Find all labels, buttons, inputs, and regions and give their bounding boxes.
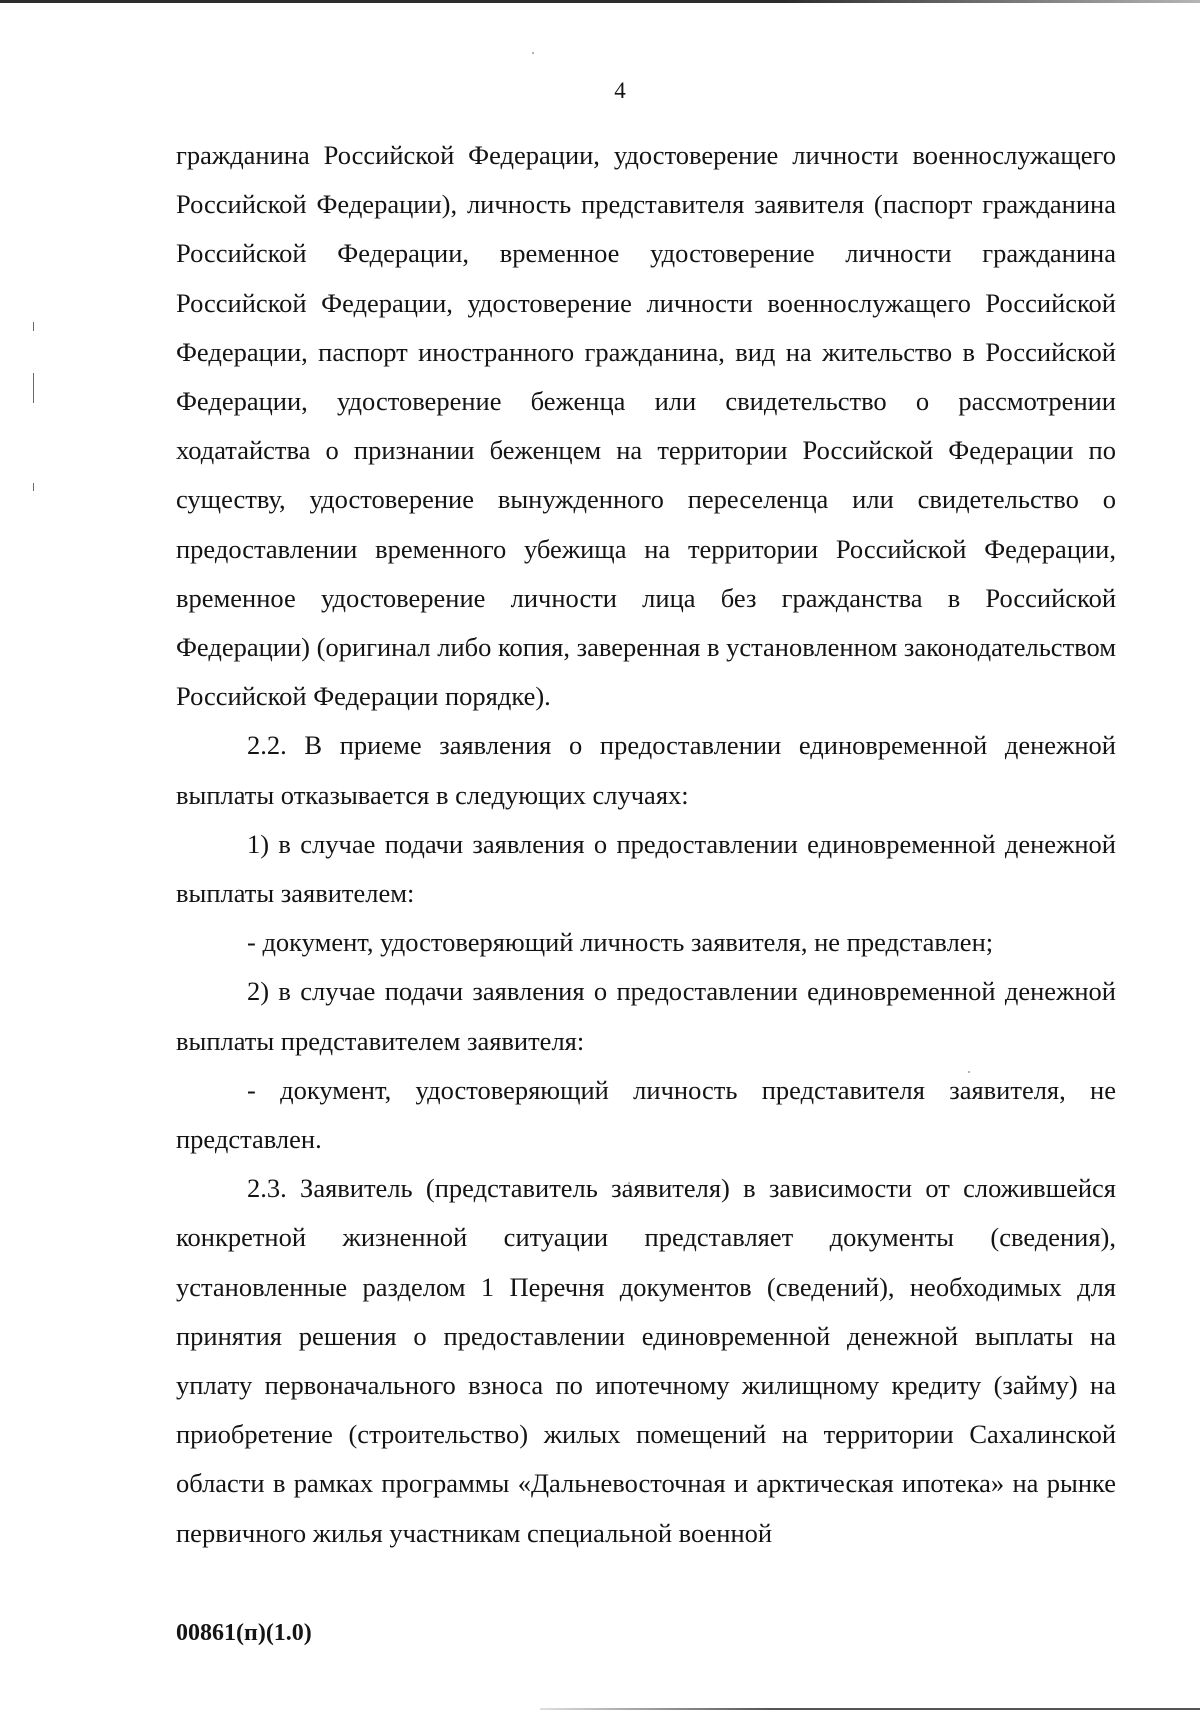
- document-body: [176, 131, 1116, 1558]
- page-number: 4: [614, 78, 626, 103]
- scan-edge-top: [0, 0, 1200, 3]
- scan-edge-bottom: [540, 1708, 1200, 1710]
- paragraph-identity-documents: гражданина Российской Федерации, удостоверение личности военнослужащего Российской Федерации), личность представителя заявителя (паспорт гражданина Российской Федерации, временное удостоверение личности гражданина Российской Федерации, удостоверение личности военнослужащего Российской Федерации, паспорт иностранного гражданина, вид на жительство в Российской Федерации, удостоверение беженца или свидетельство о рассмотрении ходатайства о признании беженцем на территории Российской Федерации по существу, удостоверение вынужденного переселенца или свидетельство о предоставлении временного убежища на территории Российской Федерации, временное удостоверение личности лица без гражданства в Российской Федерации) (оригинал либо копия, заверенная в установленном законодательством Российской Федерации порядке).: [176, 140, 1116, 712]
- scan-mark: [33, 373, 34, 403]
- paragraph-case-2: 2) в случае подачи заявления о предоставлении единовременной денежной выплаты представителем заявителя:: [176, 976, 1116, 1056]
- scan-mark: [33, 483, 34, 491]
- paragraph-section-2-3: 2.3. Заявитель (представитель заявителя) в зависимости от сложившейся конкретной жизненной ситуации представляет документы (сведения), установленные разделом 1 Перечня документов (сведений), необходимых для принятия решения о предоставлении единовременной денежной выплаты на уплату первоначального взноса по ипотечному жилищному кредиту (займу) на приобретение (строительство) жилых помещений на территории Сахалинской области в рамках программы «Дальневосточная и арктическая ипотека» на рынке первичного жилья участникам специальной военной: [176, 1173, 1116, 1548]
- scan-mark: [33, 322, 34, 331]
- paragraph-case-1: 1) в случае подачи заявления о предоставлении единовременной денежной выплаты заявителем:: [176, 828, 1116, 909]
- paragraph-case-1-item: - документ, удостоверяющий личность заявителя, не представлен;: [247, 927, 994, 958]
- paragraph-case-2-item: - документ, удостоверяющий личность представителя заявителя, не представлен.: [176, 1074, 1116, 1155]
- paragraph-section-2-2: 2.2. В приеме заявления о предоставлении единовременной денежной выплаты отказывается в следующих случаях:: [176, 730, 1116, 810]
- document-code: 00861(п)(1.0): [176, 1620, 312, 1646]
- scan-speck: [532, 52, 534, 54]
